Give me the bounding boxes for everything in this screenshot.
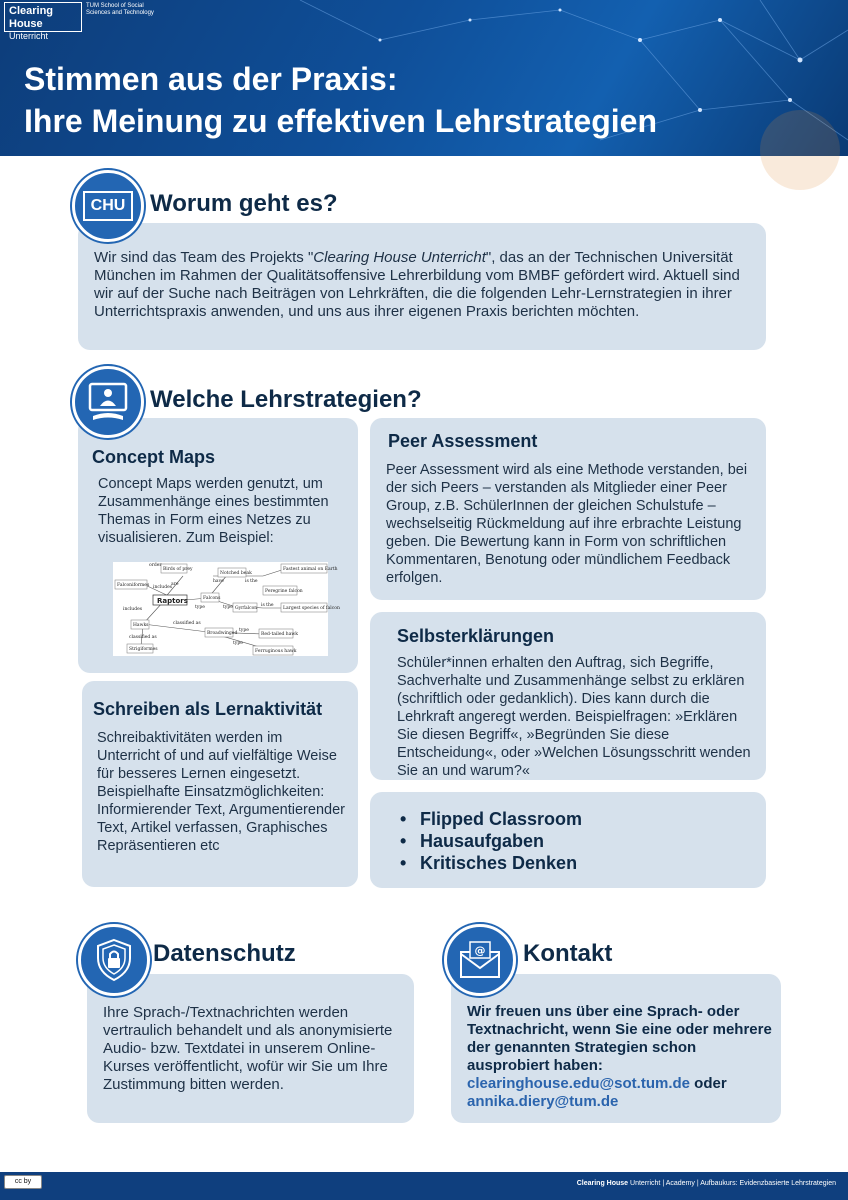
concept-maps-title: Concept Maps <box>92 447 216 467</box>
title-line1: Stimmen aus der Praxis: <box>24 61 398 97</box>
clearing-house-logo <box>4 2 82 41</box>
peer-title: Peer Assessment <box>388 431 538 451</box>
selbst-title: Selbsterklärungen <box>397 626 555 646</box>
selbst-text: Schüler*innen erhalten den Auftrag, sich Begriffe, Sachverhalte und Zusammenhänge selbst zu erklären (schriftlich oder gedanklich). Dies kann durch die Lehrkraft angeregt werden. Beispielfragen: »Erklären Sie diesen Begriff«, »Begründen Sie diese Entscheidung«, oder »Welchen Lösungsschritt wenden Sie an und warum?« <box>397 655 751 779</box>
schreiben-text: Schreibaktivitäten werden im Unterricht of und auf vielfältige Weise für besseres Lernen eingesetzt. Beispielhafte Einsatzmöglichkeiten: Informierender Text, Argumentierender Text, Artikel verfassen, Graphisches Repräsentieren etc <box>97 730 345 854</box>
logo-line2: Unterricht <box>9 31 49 41</box>
svg-text:Birds of prey: Birds of prey <box>163 567 193 572</box>
svg-text:is the: is the <box>261 603 274 608</box>
tum-school-label: TUM School of Social Sciences and Technology <box>86 3 154 16</box>
kontakt-text: Wir freuen uns über eine Sprach- oder Textnachricht, wenn Sie eine oder mehrere der genannten Strategien schon ausprobiert haben: <box>467 1003 772 1074</box>
strategien-title: Welche Lehrstrategien? <box>150 386 422 413</box>
peer-assessment-card <box>370 418 766 600</box>
svg-text:Ferruginous hawk: Ferruginous hawk <box>255 649 297 654</box>
list-item: • Hausaufgaben <box>392 830 582 852</box>
svg-text:Raptors: Raptors <box>157 597 188 605</box>
svg-text:Falcons: Falcons <box>203 596 221 601</box>
kontakt-text-block <box>467 1003 772 1111</box>
schreiben-title: Schreiben als Lernaktivität <box>93 699 323 719</box>
svg-text:type: type <box>239 628 249 633</box>
svg-text:Hawks: Hawks <box>133 623 149 628</box>
svg-text:type: type <box>195 605 205 610</box>
selbsterklaerungen-card <box>370 612 766 780</box>
svg-text:@: @ <box>474 944 486 957</box>
datenschutz-card <box>87 974 414 1123</box>
footer-text: Clearing House Unterricht | Academy | Aufbaukurs: Evidenzbasierte Lehrstrategien <box>576 1180 836 1187</box>
svg-text:Gyrfalcon: Gyrfalcon <box>235 606 258 611</box>
svg-text:Peregrine falcon: Peregrine falcon <box>265 589 303 594</box>
shield-lock-icon <box>78 924 150 996</box>
svg-text:type: type <box>233 641 243 646</box>
datenschutz-title: Datenschutz <box>153 940 296 967</box>
kontakt-card <box>451 974 781 1123</box>
svg-text:Notched beak: Notched beak <box>220 571 252 576</box>
svg-text:are: are <box>171 582 179 587</box>
peer-text: Peer Assessment wird als eine Methode verstanden, bei der sich Peers – verstanden als Mitglieder einer Peer Group, z.B. SchülerInnen der gleichen Schulstufe – wechselseitig Rückmeldung auf ihre erbrachte Leistung geben. Die Bewertung kann in Form von schriftlichen Kommentaren, Benotung oder mündlichem Feedback erfolgen. <box>386 462 748 586</box>
cc-license-badge: cc by <box>4 1175 42 1189</box>
chu-logo-icon: CHU <box>72 170 144 242</box>
svg-text:is the: is the <box>245 579 258 584</box>
svg-text:type: type <box>223 605 233 610</box>
worum-title: Worum geht es? <box>150 190 338 217</box>
list-item: • Kritisches Denken <box>392 852 582 874</box>
list-item: • Flipped Classroom <box>392 808 582 830</box>
svg-text:Strigiformes: Strigiformes <box>129 647 158 652</box>
teacher-screen-icon <box>87 382 129 422</box>
svg-text:Red-tailed hawk: Red-tailed hawk <box>261 632 298 637</box>
concept-maps-text: Concept Maps werden genutzt, um Zusammenhänge eines bestimmten Themas in Form eines Netzes zu visualisieren. Zum Beispiel: <box>98 476 329 546</box>
envelope-icon <box>458 940 502 980</box>
shield-icon <box>94 938 134 982</box>
svg-text:classified as: classified as <box>173 621 201 626</box>
page-header <box>0 0 848 156</box>
svg-text:Falconiformes: Falconiformes <box>117 583 150 588</box>
worum-card <box>78 223 766 350</box>
page-title <box>24 58 657 142</box>
svg-text:includes: includes <box>153 585 173 590</box>
mail-icon <box>444 924 516 996</box>
kontakt-title: Kontakt <box>523 940 613 967</box>
email-link-1[interactable]: clearinghouse.edu@sot.tum.de <box>467 1075 690 1092</box>
svg-text:order: order <box>149 563 162 568</box>
schreiben-card <box>82 681 358 887</box>
weitere-strategien-card <box>370 792 766 888</box>
svg-text:Broadwinged: Broadwinged <box>207 631 238 636</box>
oder-label: oder <box>694 1075 727 1092</box>
datenschutz-text: Ihre Sprach-/Textnachrichten werden vertraulich behandelt und als anonymisierte Audio- bzw. Textdatei in unserem Online-Kurses veröffentlicht, wofür wir Sie um Ihre Zustimmung bitten werden. <box>103 1004 393 1093</box>
email-link-2[interactable]: annika.diery@tum.de <box>467 1093 619 1110</box>
concept-map-image <box>113 562 340 656</box>
logo-line1: Clearing House <box>9 5 54 30</box>
svg-text:Fastest animal on Earth: Fastest animal on Earth <box>283 567 338 572</box>
svg-text:Largest species of falcon: Largest species of falcon <box>283 606 340 611</box>
worum-text: Wir sind das Team des Projekts "Clearing House Unterricht", das an der Technischen Universität München im Rahmen der Qualitätsoffensive Lehrerbildung vom BMBF gefördert wird. Aktuell sind wir auf der Suche nach Beiträgen von Lehrkräften, die die folgenden Lehr-Lernstrategien in ihrer Unterrichtspraxis anwenden, und uns aus ihrer eigenen Praxis berichten möchten. <box>94 249 740 320</box>
svg-text:have: have <box>213 579 224 584</box>
weitere-list <box>392 808 582 874</box>
svg-text:classified as: classified as <box>129 635 157 640</box>
presentation-screen-icon <box>72 366 144 438</box>
concept-maps-card <box>78 418 358 673</box>
title-line2: Ihre Meinung zu effektiven Lehrstrategien <box>24 103 657 139</box>
page-footer <box>0 1172 848 1200</box>
svg-text:includes: includes <box>123 607 143 612</box>
